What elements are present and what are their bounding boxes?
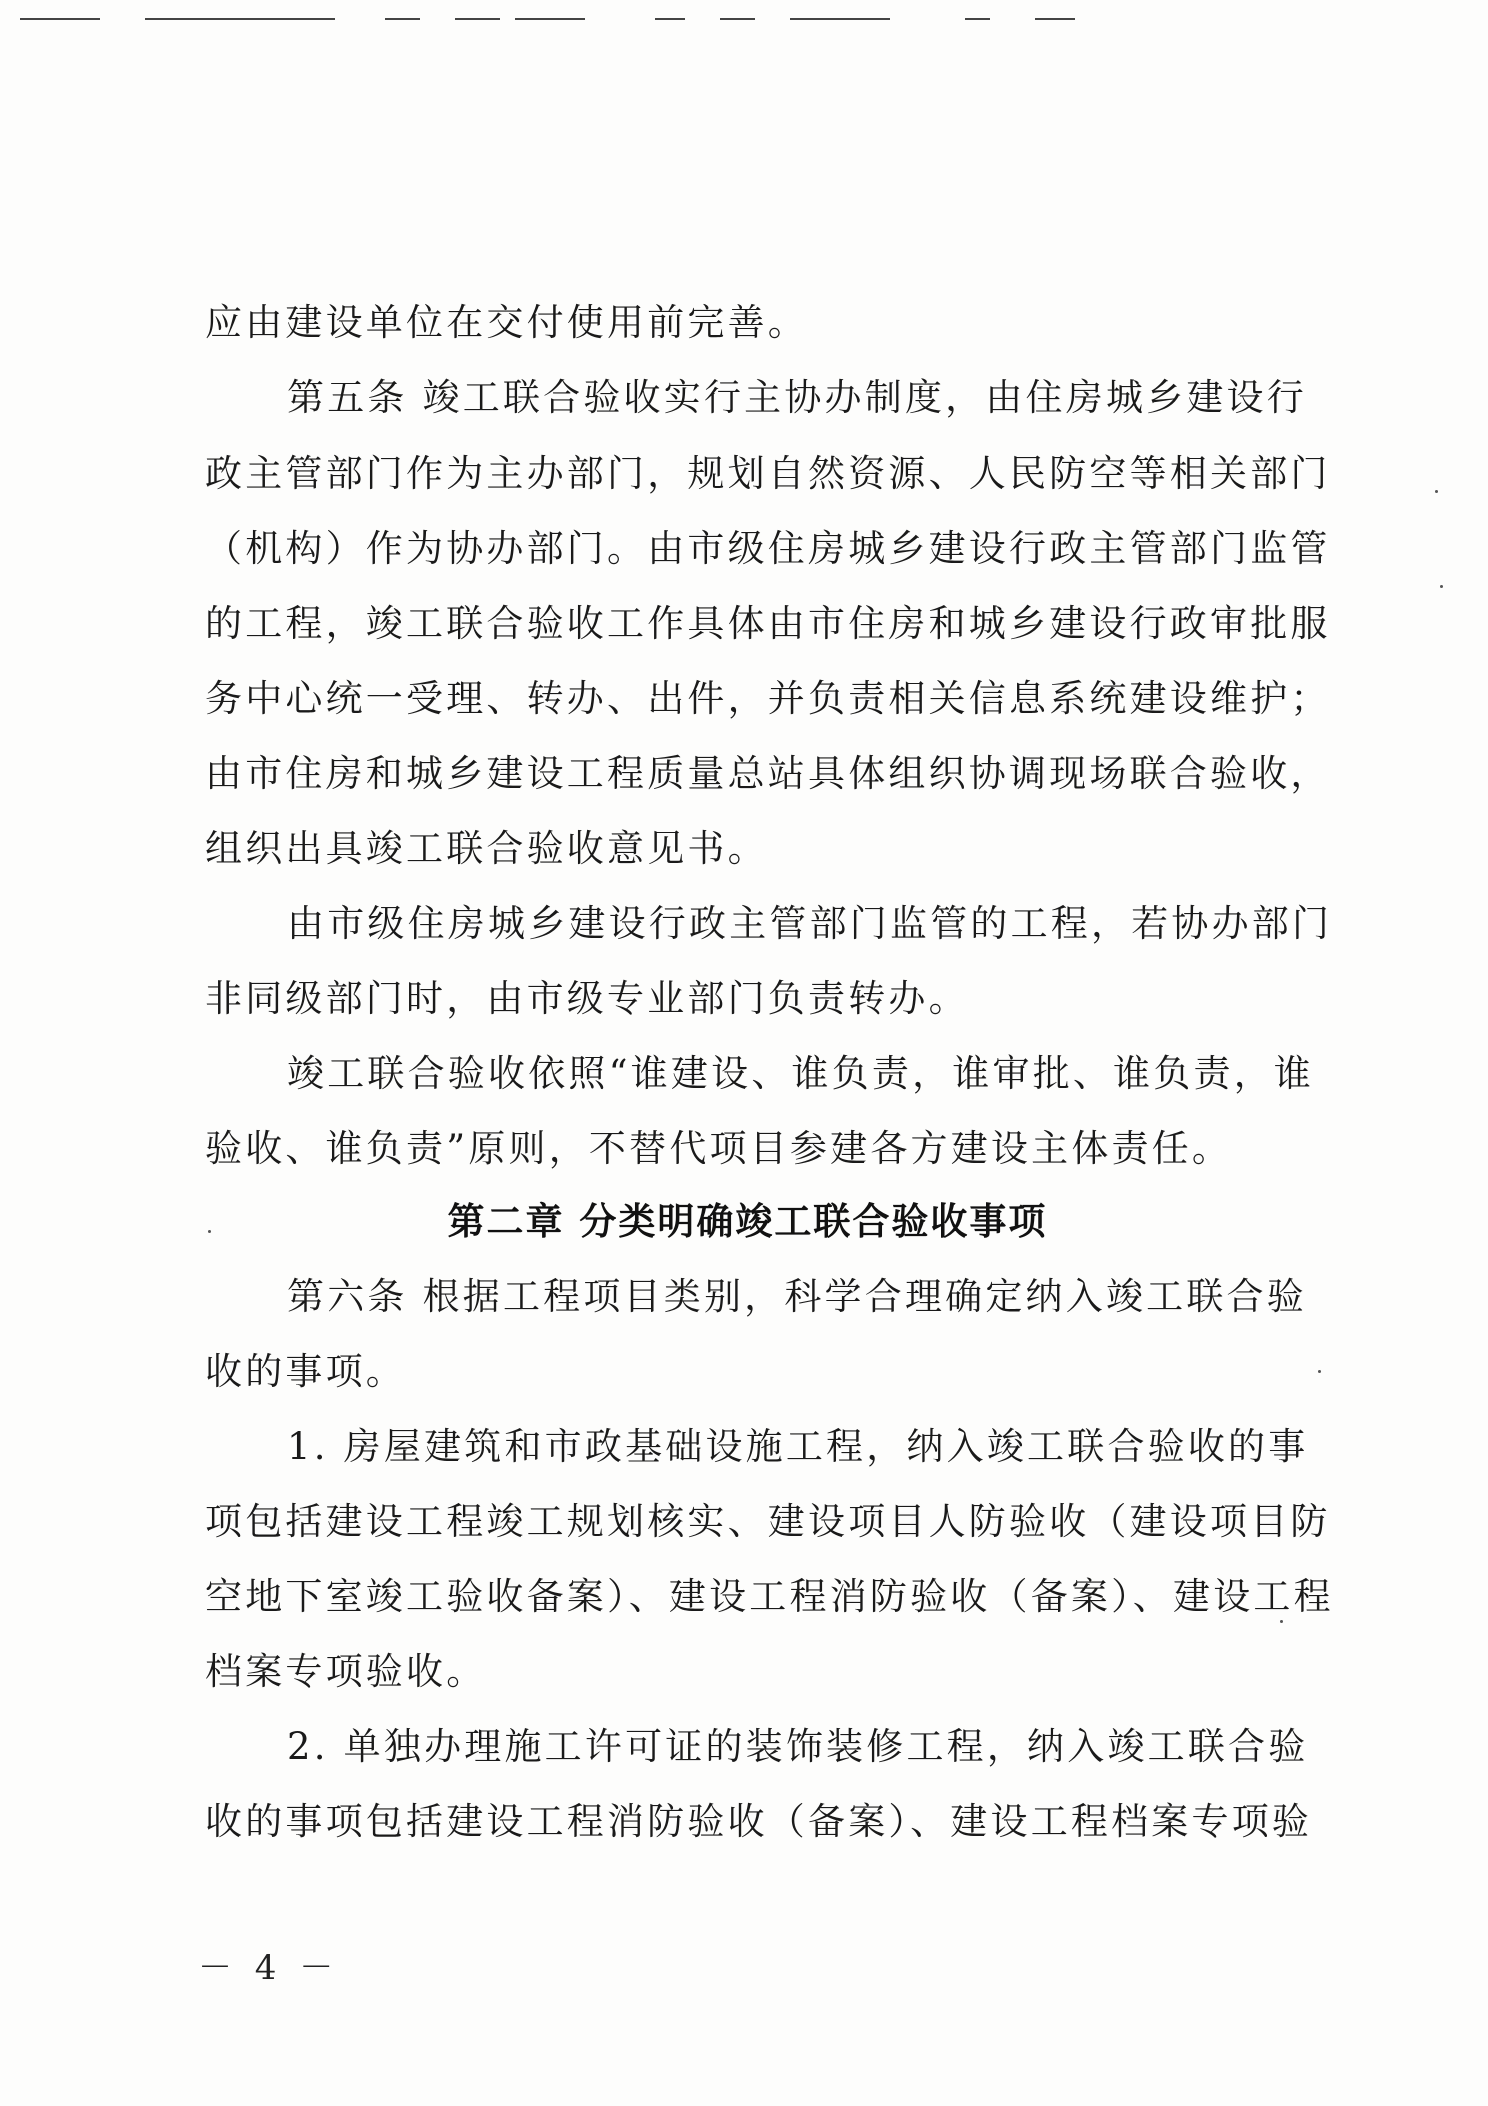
- scan-artifact-line: [1035, 18, 1075, 20]
- text-line: 项包括建设工程竣工规划核实、建设项目人防验收（建设项目防: [205, 1500, 1331, 1543]
- scan-artifact-line: [655, 18, 685, 20]
- text-line: 非同级部门时，由市级专业部门负责转办。: [205, 977, 969, 1020]
- scan-speck: [1440, 585, 1443, 588]
- scan-speck: [1435, 490, 1438, 493]
- scan-artifact-line: [965, 18, 990, 20]
- text-line: 的工程，竣工联合验收工作具体由市住房和城乡建设行政审批服: [205, 602, 1331, 645]
- text-line: （机构）作为协办部门。由市级住房城乡建设行政主管部门监管: [205, 527, 1331, 570]
- scan-artifact-line: [790, 18, 890, 20]
- text-line: 由市住房和城乡建设工程质量总站具体组织协调现场联合验收，: [205, 752, 1331, 795]
- scan-speck: [208, 1230, 211, 1233]
- text-line: 第六条 根据工程项目类别，科学合理确定纳入竣工联合验: [287, 1275, 1307, 1318]
- scan-speck: [1318, 1370, 1321, 1373]
- page-number: － 4 －: [198, 1948, 340, 1988]
- scan-header-artifacts: [0, 0, 1488, 40]
- text-line: 竣工联合验收依照“谁建设、谁负责，谁审批、谁负责，谁: [287, 1052, 1315, 1095]
- scan-artifact-line: [720, 18, 755, 20]
- text-line: 收的事项。: [205, 1350, 406, 1393]
- text-line: 第五条 竣工联合验收实行主协办制度，由住房城乡建设行: [287, 376, 1307, 419]
- text-line: 组织出具竣工联合验收意见书。: [205, 827, 768, 870]
- scan-speck: [1280, 1620, 1283, 1623]
- scan-artifact-line: [515, 18, 585, 20]
- chapter-heading: 第二章 分类明确竣工联合验收事项: [447, 1200, 1048, 1243]
- text-line: 档案专项验收。: [205, 1650, 487, 1693]
- scan-artifact-line: [385, 18, 420, 20]
- scan-artifact-line: [455, 18, 500, 20]
- text-line: 政主管部门作为主办部门，规划自然资源、人民防空等相关部门: [205, 452, 1331, 495]
- text-line: 应由建设单位在交付使用前完善。: [205, 301, 808, 344]
- text-line: 验收、谁负责”原则，不替代项目参建各方建设主体责任。: [205, 1127, 1233, 1170]
- text-line: 2. 单独办理施工许可证的装饰装修工程，纳入竣工联合验: [287, 1725, 1309, 1768]
- text-line: 1. 房屋建筑和市政基础设施工程，纳入竣工联合验收的事: [287, 1425, 1309, 1468]
- scan-artifact-line: [20, 18, 100, 20]
- text-line: 收的事项包括建设工程消防验收（备案）、建设工程档案专项验: [205, 1800, 1313, 1843]
- text-line: 空地下室竣工验收备案）、建设工程消防验收（备案）、建设工程: [205, 1575, 1334, 1618]
- scan-artifact-line: [145, 18, 335, 20]
- text-line: 由市级住房城乡建设行政主管部门监管的工程，若协办部门: [287, 902, 1333, 945]
- text-line: 务中心统一受理、转办、出件，并负责相关信息系统建设维护；: [205, 677, 1331, 720]
